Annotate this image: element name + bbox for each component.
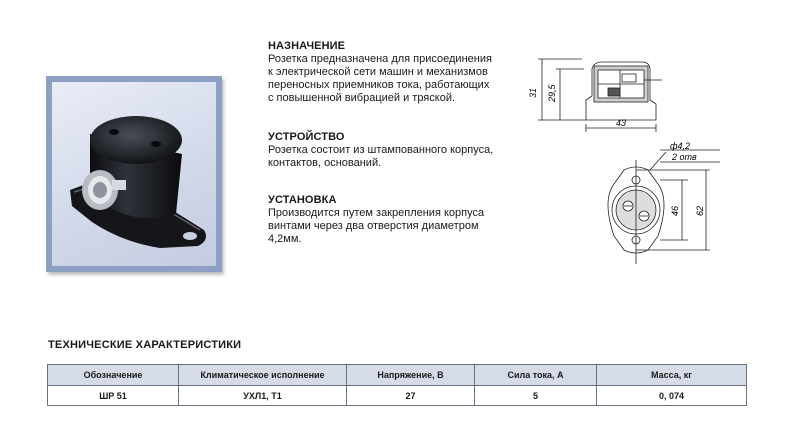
dim-outer: 62 [695,205,705,216]
cell-mass: 0, 074 [597,386,747,406]
dim-height-body: 29,5 [547,84,557,102]
installation-section [268,193,518,246]
header-climate: Климатическое исполнение [179,365,347,386]
specs-header-row [48,365,747,386]
installation-title: УСТАНОВКА [268,194,337,206]
cell-voltage: 27 [347,386,475,406]
specs-title: ТЕХНИЧЕСКИЕ ХАРАКТЕРИСТИКИ [48,339,242,351]
specs-table [47,364,747,406]
dim-hole-count: 2 отв [672,152,697,162]
header-voltage: Напряжение, В [347,365,475,386]
design-title: УСТРОЙСТВО [268,131,345,143]
product-photo [52,82,216,266]
socket-illustration [52,82,216,266]
purpose-section [268,39,518,105]
purpose-text: Розетка предназначена для присоединения к электрической сети машин и механизмов переносных приемников тока, работающих с повышенной вибрацией и тряской. [268,53,492,104]
design-text: Розетка состоит из штампованного корпуса, контактов, оснований. [268,144,494,169]
installation-text: Производится путем закрепления корпуса винтами через два отверстия диаметром 4,2мм. [268,207,485,245]
dim-hole-diameter: ф4,2 [670,141,691,151]
cell-current: 5 [475,386,597,406]
header-current: Сила тока, А [475,365,597,386]
header-designation: Обозначение [48,365,179,386]
product-photo-frame [46,76,222,272]
dim-width: 43 [616,118,627,128]
dim-inner: 46 [670,205,680,216]
side-view-drawing [522,40,672,140]
design-section [268,130,518,170]
dim-height-total: 31 [528,87,538,98]
cell-climate: УХЛ1, Т1 [179,386,347,406]
purpose-title: НАЗНАЧЕНИЕ [268,40,346,52]
header-mass: Масса, кг [597,365,747,386]
cell-designation: ШР 51 [48,386,179,406]
table-row [48,386,747,406]
top-view-drawing [570,140,720,280]
